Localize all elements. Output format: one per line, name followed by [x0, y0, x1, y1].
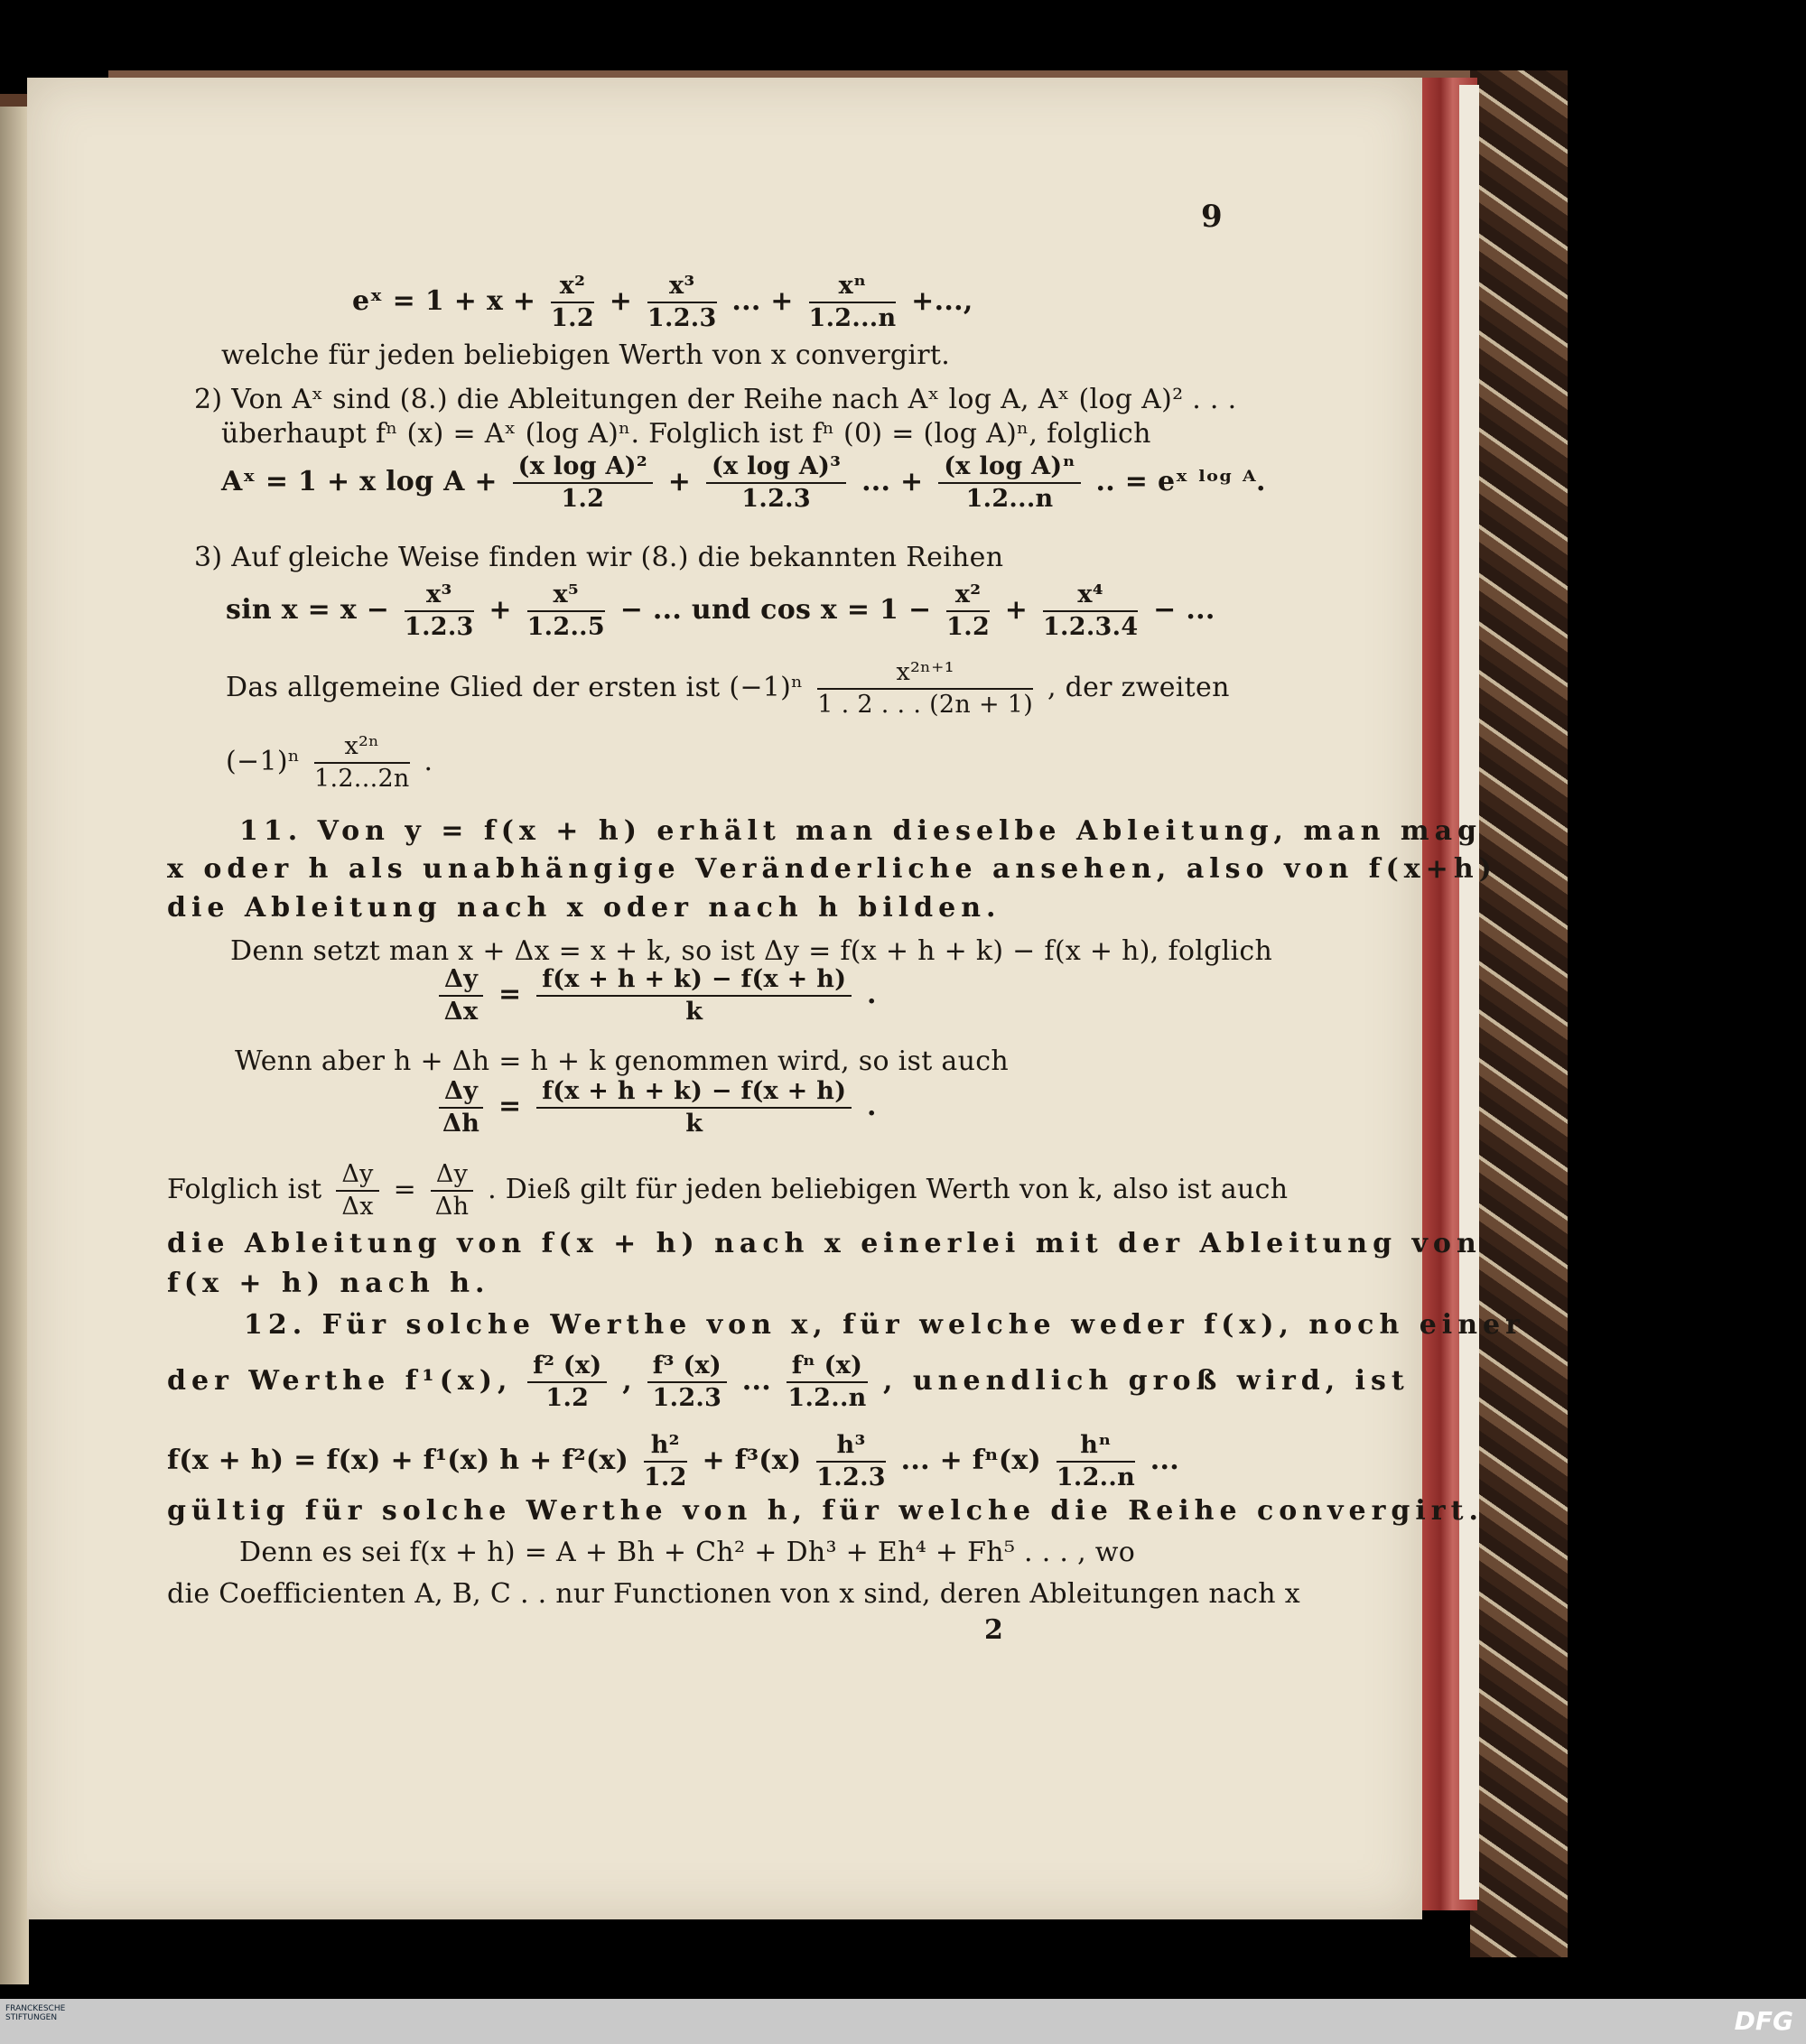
denominator: 1.2.3 [741, 485, 811, 513]
text-run: Folglich ist [167, 1174, 322, 1205]
numerator: x² [551, 271, 594, 303]
text-run: , unendlich groß wird, ist [882, 1365, 1410, 1397]
operator: + [489, 594, 512, 626]
numerator: x³ [647, 271, 717, 303]
fraction [809, 271, 897, 334]
denominator: Δh [434, 1193, 470, 1221]
fraction [1043, 580, 1138, 643]
page-block-edge [1459, 85, 1479, 1900]
numerator: f³ (x) [647, 1351, 727, 1383]
operator: .. = eˣ ˡᵒᵍ ᴬ. [1095, 466, 1266, 497]
denominator: 1.2..n [1056, 1463, 1136, 1491]
text-run: ... [1150, 1445, 1180, 1476]
formula-lhs: eˣ = 1 + x + [352, 285, 536, 317]
section-12-line [167, 1351, 1410, 1414]
formula-taylor [167, 1430, 1179, 1493]
text-line: 2) Von Aˣ sind (8.) die Ableitungen der Reihe nach Aˣ log A, Aˣ (log A)² . . . [194, 384, 1237, 415]
operator: = [498, 1091, 522, 1122]
fraction [938, 451, 1081, 515]
denominator: 1.2..n [787, 1384, 867, 1412]
spaced-line: f(x + h) nach h. [167, 1268, 490, 1299]
text-run: Das allgemeine Glied der ersten ist (−1)ⁿ [226, 672, 804, 703]
operator: − ... und cos x = 1 − [619, 594, 932, 626]
fraction [647, 1351, 727, 1414]
formula-dy-dx [433, 964, 877, 1027]
fraction [527, 580, 605, 643]
formula-dy-dh [433, 1076, 877, 1139]
numerator: f² (x) [527, 1351, 607, 1383]
text-run: + f³(x) [702, 1445, 802, 1476]
operator: ... + [861, 466, 924, 497]
formula-lhs: sin x = x − [226, 594, 390, 626]
numerator: h³ [816, 1430, 886, 1463]
text-run: , der zweiten [1047, 672, 1230, 703]
denominator: 1.2.3.4 [1042, 613, 1139, 641]
operator: . [867, 979, 877, 1010]
denominator: 1.2...n [965, 485, 1054, 513]
spaced-line: gültig für solche Werthe von h, für welche die Reihe convergirt. [167, 1495, 1484, 1527]
facing-page-edge [0, 107, 29, 1984]
text-run: . [424, 746, 433, 777]
numerator: (x log A)³ [706, 451, 846, 484]
denominator: Δx [341, 1193, 374, 1221]
operator: , [622, 1365, 632, 1397]
denominator: 1.2 [561, 485, 605, 513]
denominator: k [685, 1110, 703, 1138]
general-term-cos [226, 731, 433, 794]
denominator: Δh [442, 1110, 480, 1138]
denominator: 1.2 [946, 613, 991, 641]
franckesche-stiftungen-logo: FRANCKESCHE STIFTUNGEN [5, 2004, 66, 2022]
section-11-line: x oder h als unabhängige Veränderliche ansehen, also von f(x+h) [167, 853, 1497, 885]
viewer-footer [0, 1999, 1806, 2044]
fraction [817, 657, 1033, 720]
fraction [336, 1159, 378, 1222]
fraction [439, 964, 483, 1027]
text-line: die Coefficienten A, B, C . . nur Functionen von x sind, deren Ableitungen nach x [167, 1578, 1300, 1610]
fraction [1057, 1430, 1135, 1493]
numerator: Δy [439, 1076, 483, 1109]
text-line: Denn es sei f(x + h) = A + Bh + Ch² + Dh³ + Eh⁴ + Fh⁵ . . . , wo [239, 1537, 1136, 1568]
numerator: h² [644, 1430, 687, 1463]
numerator: Δy [431, 1159, 473, 1192]
fraction [647, 271, 717, 334]
formula-sin-cos [226, 580, 1215, 643]
numerator: x² [946, 580, 990, 612]
numerator: xⁿ [809, 271, 897, 303]
general-term-line [226, 657, 1230, 720]
section-11-heading: 11. Von y = f(x + h) erhält man dieselbe Ableitung, man mag [239, 815, 1483, 847]
denominator: 1.2 [551, 304, 594, 332]
signature-mark: 2 [984, 1614, 1004, 1646]
denominator: 1 . 2 . . . (2n + 1) [817, 691, 1034, 719]
operator: + [667, 466, 692, 497]
formula-lhs: Aˣ = 1 + x log A + [221, 466, 498, 497]
text-line: Wenn aber h + Δh = h + k genommen wird, so ist auch [235, 1045, 1009, 1077]
numerator: Δy [439, 964, 483, 997]
denominator: 1.2...n [808, 304, 897, 332]
fraction [513, 451, 653, 515]
operator: ... + [731, 285, 794, 317]
fraction [314, 731, 410, 794]
fraction [644, 1430, 687, 1493]
denominator: Δx [443, 998, 479, 1026]
formula-ax-series [221, 451, 1266, 515]
fraction [946, 580, 990, 643]
numerator: f(x + h + k) − f(x + h) [536, 964, 852, 997]
operator: ... [741, 1365, 771, 1397]
section-11-line: die Ableitung nach x oder nach h bilden. [167, 892, 1001, 924]
spaced-line: die Ableitung von f(x + h) nach x einerlei mit der Ableitung von [167, 1228, 1482, 1259]
denominator: 1.2 [643, 1463, 687, 1491]
denominator: 1.2.3 [404, 613, 474, 641]
fraction [431, 1159, 473, 1222]
fraction [405, 580, 474, 643]
numerator: hⁿ [1057, 1430, 1135, 1463]
text-line: 3) Auf gleiche Weise finden wir (8.) die bekannten Reihen [194, 542, 1004, 573]
text-run: f(x + h) = f(x) + f¹(x) h + f²(x) [167, 1445, 629, 1476]
fraction [551, 271, 594, 334]
numerator: fⁿ (x) [787, 1351, 868, 1383]
fraction [706, 451, 846, 515]
numerator: (x log A)ⁿ [938, 451, 1081, 484]
section-12-heading: 12. Für solche Werthe von x, für welche weder f(x), noch einer [244, 1309, 1525, 1341]
fraction [536, 1076, 852, 1139]
numerator: Δy [336, 1159, 378, 1192]
marbled-cover [1470, 70, 1568, 1957]
denominator: 1.2.3 [816, 1463, 886, 1491]
operator: = [393, 1174, 417, 1205]
numerator: x⁵ [527, 580, 605, 612]
numerator: x³ [405, 580, 474, 612]
denominator: 1.2..5 [526, 613, 605, 641]
text-run: . Dieß gilt für jeden beliebigen Werth von k, also ist auch [488, 1174, 1289, 1205]
numerator: x²ⁿ [314, 731, 410, 764]
text-run: (−1)ⁿ [226, 746, 301, 777]
conclusion-line [167, 1159, 1288, 1222]
text-line: welche für jeden beliebigen Werth von x convergirt. [221, 339, 951, 371]
text-run: ... + fⁿ(x) [900, 1445, 1042, 1476]
numerator: x²ⁿ⁺¹ [817, 657, 1033, 690]
operator: + [609, 285, 633, 317]
fraction [536, 964, 852, 1027]
denominator: 1.2.3 [647, 304, 717, 332]
denominator: 1.2...2n [313, 765, 410, 793]
numerator: (x log A)² [513, 451, 653, 484]
fraction [439, 1076, 483, 1139]
page-number: 9 [1201, 199, 1223, 235]
operator: + [1004, 594, 1029, 626]
denominator: k [685, 998, 703, 1026]
operator: +..., [911, 285, 973, 317]
text-line: Denn setzt man x + Δx = x + k, so ist Δy = f(x + h + k) − f(x + h), folglich [230, 935, 1273, 967]
denominator: 1.2.3 [652, 1384, 722, 1412]
denominator: 1.2 [545, 1384, 590, 1412]
text-run: der Werthe f¹(x), [167, 1365, 513, 1397]
dfg-logo: DFG [1734, 2006, 1793, 2036]
text-line: überhaupt fⁿ (x) = Aˣ (log A)ⁿ. Folglich ist fⁿ (0) = (log A)ⁿ, folglich [221, 418, 1151, 450]
fraction [527, 1351, 607, 1414]
operator: . [867, 1091, 877, 1122]
fraction [787, 1351, 868, 1414]
formula-exp-series [352, 271, 973, 334]
numerator: x⁴ [1043, 580, 1138, 612]
fraction [816, 1430, 886, 1493]
numerator: f(x + h + k) − f(x + h) [536, 1076, 852, 1109]
operator: − ... [1153, 594, 1215, 626]
operator: = [498, 979, 522, 1010]
